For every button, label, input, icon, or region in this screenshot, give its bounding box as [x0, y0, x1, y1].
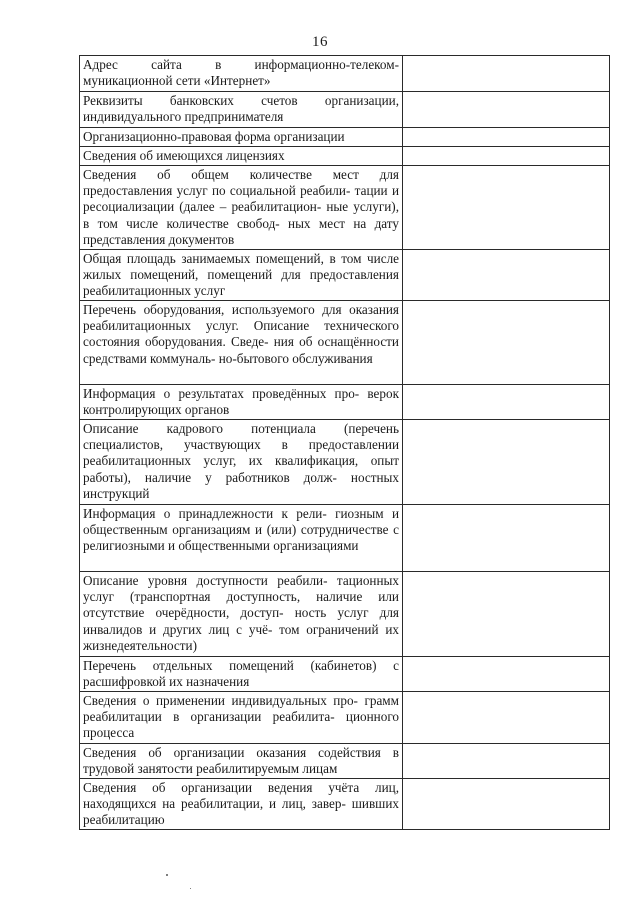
table-row — [80, 250, 610, 301]
label-cell — [80, 505, 403, 572]
label-cell — [80, 692, 403, 744]
label-cell — [80, 420, 403, 505]
label-cell — [80, 166, 403, 250]
value-cell — [403, 128, 610, 147]
value-cell — [403, 385, 610, 420]
label-cell — [80, 147, 403, 166]
table-row — [80, 56, 610, 92]
row-label-licenses: Сведения об имеющихся лицензиях — [83, 148, 285, 163]
label-cell — [80, 779, 403, 830]
row-label-bank-details: Реквизиты банковских счетов организации, индивидуального предпринимателя — [83, 93, 399, 125]
row-label-equipment: Перечень оборудования, используемого для оказания реабилитационных услуг. Описание технического состояния оборудования. Сведе- ния об оснащённости средствами коммуналь- но-бытового обслуживания — [83, 302, 399, 366]
value-cell — [403, 657, 610, 692]
label-cell — [80, 92, 403, 128]
row-label-area: Общая площадь занимаемых помещений, в том числе жилых помещений, помещений для предоставления реабилитационных услуг — [83, 251, 399, 299]
value-cell — [403, 779, 610, 830]
row-label-website: Адрес сайта в информационно-телеком- муникационной сети «Интернет» — [83, 57, 399, 89]
table-row — [80, 744, 610, 779]
table-row — [80, 166, 610, 250]
row-label-employment-assistance: Сведения об организации оказания содействия в трудовой занятости реабилитируемым лицам — [83, 745, 399, 777]
label-cell — [80, 301, 403, 385]
table-row — [80, 301, 610, 385]
scan-speck — [166, 874, 168, 876]
label-cell — [80, 385, 403, 420]
value-cell — [403, 505, 610, 572]
label-cell — [80, 744, 403, 779]
value-cell — [403, 572, 610, 657]
value-cell — [403, 92, 610, 128]
table-row — [80, 505, 610, 572]
value-cell — [403, 250, 610, 301]
row-label-places: Сведения об общем количестве мест для предоставления услуг по социальной реабили- тации и ресоциализации (далее – реабилитацион- ные услуги), в том числе количестве свобод- ных мест на дату представления документов — [83, 167, 399, 247]
table-row — [80, 692, 610, 744]
scan-speck — [190, 888, 191, 889]
table-row — [80, 420, 610, 505]
label-cell — [80, 56, 403, 92]
value-cell — [403, 420, 610, 505]
table-row — [80, 128, 610, 147]
label-cell — [80, 128, 403, 147]
value-cell — [403, 744, 610, 779]
row-label-affiliation: Информация о принадлежности к рели- гиозным и общественным организациям и (или) сотрудничестве с религиозными и общественными организациями — [83, 506, 399, 554]
row-label-records: Сведения об организации ведения учёта лиц, находящихся на реабилитации, и лиц, завер- шивших реабилитацию — [83, 780, 399, 828]
organization-info-table — [79, 55, 610, 830]
value-cell — [403, 147, 610, 166]
value-cell — [403, 56, 610, 92]
value-cell — [403, 692, 610, 744]
table-row — [80, 92, 610, 128]
table-row — [80, 572, 610, 657]
table-row — [80, 385, 610, 420]
label-cell — [80, 250, 403, 301]
label-cell — [80, 657, 403, 692]
label-cell — [80, 572, 403, 657]
value-cell — [403, 301, 610, 385]
table-row — [80, 147, 610, 166]
table-row — [80, 779, 610, 830]
value-cell — [403, 166, 610, 250]
page-number: 16 — [312, 34, 328, 50]
row-label-accessibility: Описание уровня доступности реабили- тационных услуг (транспортная доступность, наличие или отсутствие очерёдности, доступ- ность услуг для инвалидов и других лиц с учё- том ограничений их жизнедеятельности) — [83, 573, 399, 653]
row-label-staff: Описание кадрового потенциала (перечень специалистов, участвующих в предоставлении реабилитационных услуг, их квалификация, опыт работы), наличие у работников долж- ностных инструкций — [83, 421, 399, 501]
row-label-legal-form: Организационно-правовая форма организации — [83, 129, 345, 144]
row-label-individual-programs: Сведения о применении индивидуальных про- грамм реабилитации в организации реабилита- ционного процесса — [83, 693, 399, 741]
table-row — [80, 657, 610, 692]
row-label-inspections: Информация о результатах проведённых про- верок контролирующих органов — [83, 386, 399, 418]
row-label-rooms: Перечень отдельных помещений (кабинетов) с расшифровкой их назначения — [83, 658, 399, 690]
